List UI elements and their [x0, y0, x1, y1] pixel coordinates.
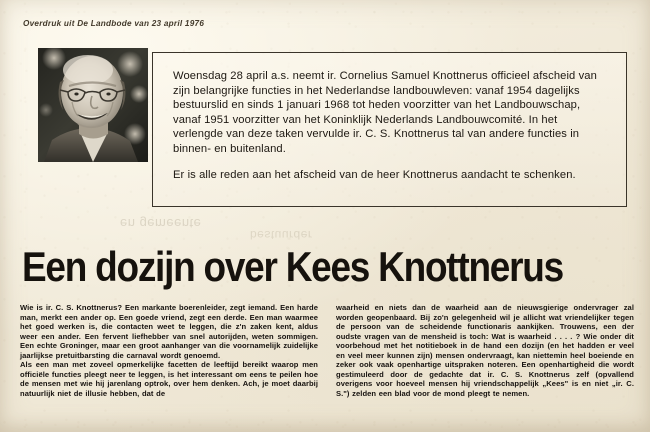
intro-paragraph-2: Er is alle reden aan het afscheid van de heer Knottnerus aandacht te schenken.: [173, 168, 576, 181]
body-column-right: [336, 303, 634, 398]
body-paragraph: Als een man met zoveel opmerkelijke facetten de leeftijd bereikt waarop men officiële functies pleegt neer te leggen, is het interessant om eens te peilen hoe de mensen met wie hij jarenlang optrok, over hem denken. Ach, je moet daarbij natuurlijk niet de illusie hebben, dat de: [20, 360, 318, 398]
source-attribution-line: Overdruk uit De Landbode van 23 april 1976: [23, 19, 205, 28]
body-paragraph: waarheid en niets dan de waarheid aan de nieuwsgierige ondervrager zal worden geopenbaard. Bij zo'n gelegenheid wil je allicht wat vriendelijker tegen de persoon van de scheidende functionaris aankijken. Trouwens, een der oudste vragen van de mensheid is toch: Wat is waarheid . . . . ? Wie onder dit voorbehoud met het notitieboek in de hand een dozijn (en het hadden er veel en veel meer kunnen zijn) mensen ondervraagt, kan niettemin heel boeiende en zeker ook vaak openhartige uitspraken noteren. Een openhartigheid die wordt gestimuleerd door de gedachte dat ir. C. S. Knottnerus zelf (opvallend overigens voor hoeveel mensen hij vriendschappelijk „Kees" is en niet „ir. C. S.") zelden een blad voor de mond pleegt te nemen.: [336, 303, 634, 398]
body-column-left: [20, 303, 318, 398]
intro-callout-box: [152, 52, 627, 207]
article-body-columns: [20, 303, 634, 398]
body-paragraph: Wie is ir. C. S. Knottnerus? Een markante boerenleider, zegt iemand. Een harde man, merkt een ander op. Een goede vriend, zegt een derde. Een man waarmee het goed werken is, die contacten weet te leggen, die z'n zaken kent, aldus weer een ander. Een fervent liefhebber van snel autorijden, weten sommigen. Een echte Groninger, maar een groot aanhanger van die voornamelijk zuidelijke jaarlijkse pretuitbarsting die carnaval wordt genoemd.: [20, 303, 318, 360]
portrait-photo-image: [38, 48, 148, 162]
portrait-photo: [38, 48, 148, 162]
intro-paragraph-1: Woensdag 28 april a.s. neemt ir. Cornelius Samuel Knottnerus officieel afscheid van zijn belangrijke functies in het Nederlandse landbouwleven: vanaf 1954 dagelijks bestuurslid en sinds 1 januari 1968 tot heden voorzitter van het Landbouwschap, vanaf 1951 voorzitter van het Koninklijk Nederlands Landbouwcomité. In het verlengde van deze taken vervulde ir. C. S. Knottnerus tal van andere functies in binnen- en buitenland.: [173, 70, 597, 155]
paper-bleedthrough-text-2: bestuurder: [250, 228, 313, 242]
intro-callout-content: [153, 53, 626, 192]
article-headline: Een dozijn over Kees Knottnerus: [22, 243, 563, 290]
paper-bleedthrough-text-1: en gemeente: [120, 216, 202, 231]
